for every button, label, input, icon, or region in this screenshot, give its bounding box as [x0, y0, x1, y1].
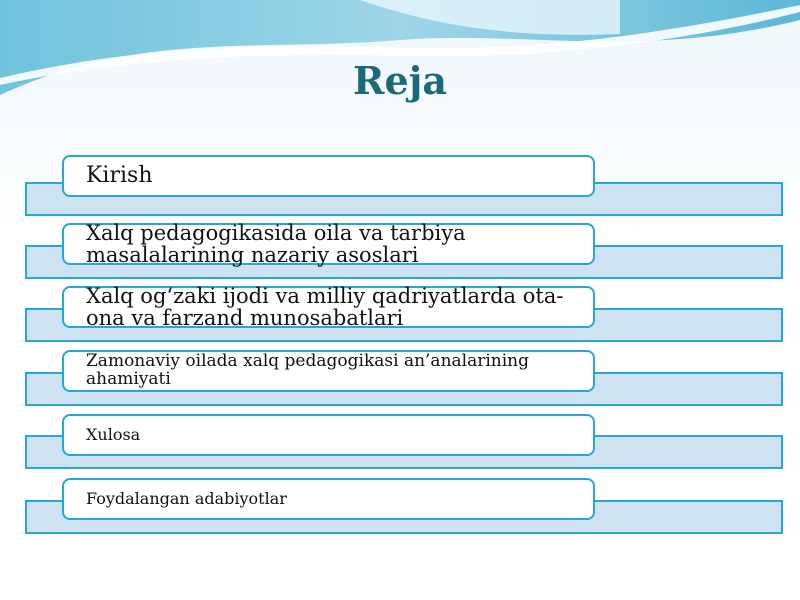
item-box — [62, 350, 595, 392]
item-label: Xulosa — [86, 424, 141, 444]
item-label: Zamonaviy oilada xalq pedagogikasi an’analarining ahamiyati — [86, 351, 530, 389]
item-box — [62, 155, 595, 197]
item-label: Xalq og‘zaki ijodi va milliy qadriyatlarda ota-ona va farzand munosabatlari — [86, 283, 564, 330]
list-item — [0, 414, 800, 484]
slide-title: Reja — [352, 58, 448, 103]
item-box — [62, 478, 595, 520]
list-item — [0, 155, 800, 225]
item-label: Foydalangan adabiyotlar — [86, 488, 287, 508]
list-item — [0, 220, 800, 293]
list-item — [0, 478, 800, 548]
item-box — [62, 414, 595, 456]
item-box — [62, 283, 595, 330]
item-label: Xalq pedagogikasida oila va tarbiya masalalarining nazariy asoslari — [86, 220, 466, 267]
item-label: Kirish — [86, 163, 153, 189]
list-item — [0, 283, 800, 356]
list-item — [0, 350, 800, 420]
item-box — [62, 220, 595, 267]
